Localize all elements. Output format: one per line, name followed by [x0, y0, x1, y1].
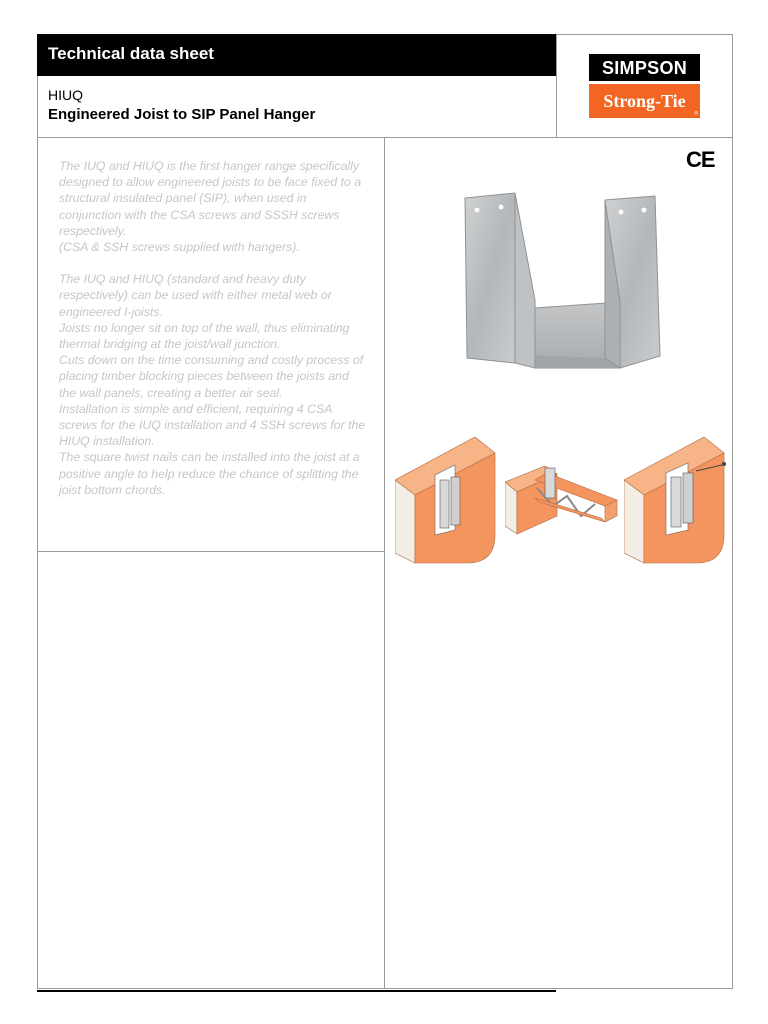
product-name: Engineered Joist to SIP Panel Hanger — [48, 106, 316, 123]
description-paragraph: The IUQ and HIUQ (standard and heavy duty respectively) can be used with either metal web or engineered I-joists. — [59, 272, 332, 319]
installation-diagram-iuq — [395, 435, 500, 565]
description-paragraph: The square twist nails can be installed into the joist at a positive angle to help reduce the chance of splitting the joist bottom chords. — [59, 450, 360, 497]
product-description — [59, 158, 369, 498]
strong-tie-wordmark: Strong-Tie — [603, 91, 686, 111]
title-bar — [37, 34, 556, 76]
description-paragraph: (CSA & SSH screws supplied with hangers). — [59, 240, 300, 255]
product-code: HIUQ — [48, 87, 83, 103]
section-title: Technical data sheet — [48, 44, 214, 63]
strong-tie-logo — [589, 84, 700, 118]
header-divider — [556, 34, 557, 138]
header-divider — [37, 137, 733, 138]
description-paragraph: Installation is simple and efficient, requiring 4 CSA screws for the IUQ installation and 4 SSH screws for the HIUQ installation. — [59, 401, 366, 449]
description-paragraph: The IUQ and HIUQ is the first hanger range specifically designed to allow engineered joists to be face fixed to a structural insulated panel (SIP), when used in conjunction with the CSA screws and SSSH screws respectively. — [59, 159, 362, 238]
description-paragraph: Joists no longer sit on top of the wall, thus eliminating thermal bridging at the joist/wall junction. — [59, 320, 350, 352]
hanger-product-image — [455, 190, 670, 375]
installation-diagram-hiuq — [624, 435, 730, 565]
trademark-symbol: ® — [694, 111, 698, 117]
description-paragraph: Cuts down on the time consuming and costly process of placing timber blocking pieces between the joists and the wall panels, creating a better air seal. — [59, 353, 364, 400]
footer-rule — [37, 990, 556, 992]
column-divider — [384, 138, 385, 989]
installation-diagram-joist — [505, 458, 620, 538]
ce-mark-icon: CE — [686, 147, 715, 172]
description-divider — [37, 551, 384, 552]
simpson-logo: SIMPSON — [589, 54, 700, 81]
